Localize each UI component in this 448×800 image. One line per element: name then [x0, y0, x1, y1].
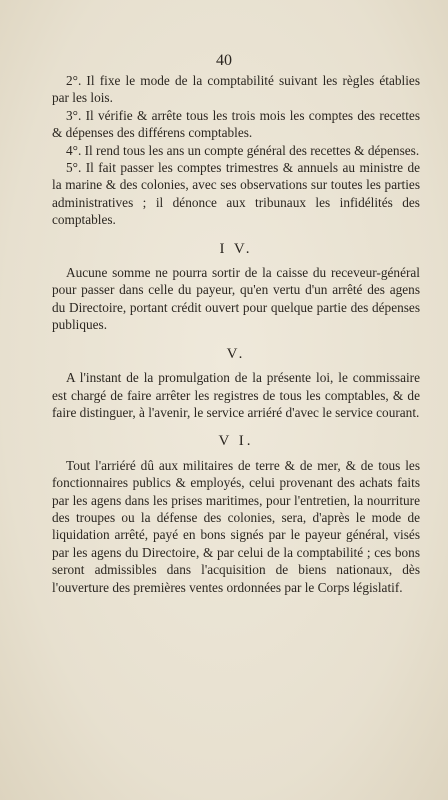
paragraph-item-3: 3°. Il vérifie & arrête tous les trois mois les comptes des recettes & dépenses des différens comptables. [52, 107, 420, 141]
article-heading: I V. [219, 240, 253, 257]
paragraph-item-2: 2°. Il fixe le mode de la comptabilité suivant les règles établies par les lois. [52, 73, 420, 106]
paragraph-item-5: 5°. Il fait passer les comptes trimestres & annuels au ministre de la marine & des colonies, avec ses observations sur toutes les parties administratives ; il dénonce aux tribunaux les infidélités des comptables. [52, 160, 420, 228]
article-text: Aucune somme ne pourra sortir de la caisse du receveur-général pour passer dans celle du payeur, qu'en vertu d'un arrêté des agens du Directoire, portant crédit ouvert pour quelque partie des dépenses publiques. [52, 265, 420, 333]
article-v [52, 346, 420, 422]
article-text: A l'instant de la promulgation de la présente loi, le commissaire est chargé de faire arrêter les registres de tous les comptables, & de faire distinguer, à l'avenir, le service arriéré d'avec le service courant. [52, 370, 420, 420]
article-text: Tout l'arriéré dû aux militaires de terre & de mer, & de tous les fonctionnaires publics & employés, celui provenant des achats faits par les agens dans les prises maritimes, pour l'entretien, la nourriture des troupes ou la défense des colonies, sera, d'après le mode de liquidation arrêté, payé en bons signés par le payeur général, visés par les agens du Directoire, & par celui de la comptabilité ; ces bons seront admissibles dans l'acquisition de biens nationaux, dès l'ouverture des premières ventes ordonnées par le Corps législatif. [52, 457, 420, 595]
article-vi [52, 433, 420, 596]
page-number: 40 [216, 52, 232, 69]
article-heading: V. [226, 345, 246, 362]
article-iv [52, 241, 420, 334]
page-body [52, 72, 420, 596]
paragraph-item-4: 4°. Il rend tous les ans un compte général des recettes & dépenses. [66, 142, 420, 158]
article-heading: V I. [218, 433, 254, 450]
